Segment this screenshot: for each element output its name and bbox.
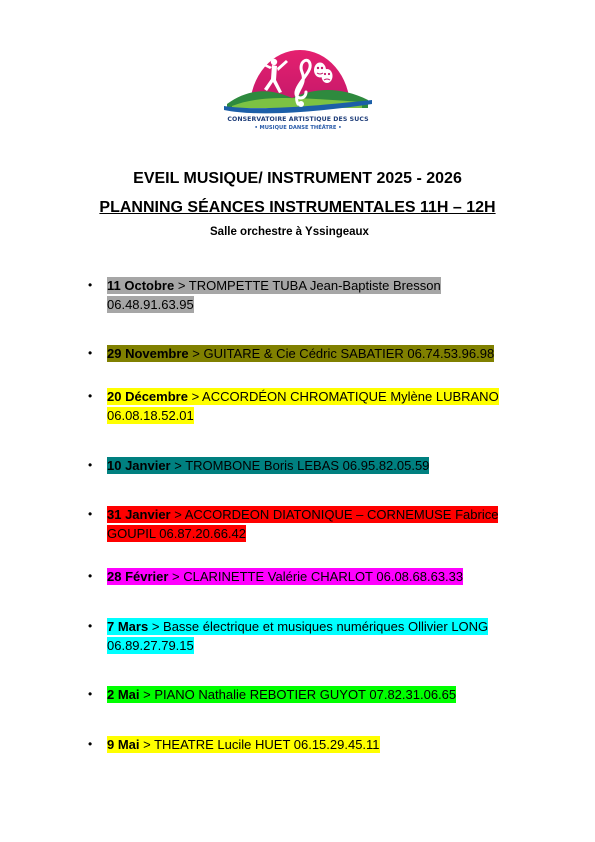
session-date: 29 Novembre: [107, 346, 189, 361]
session-highlight: [107, 568, 463, 585]
session-highlight: [107, 345, 494, 362]
bullet-icon: •: [88, 278, 93, 292]
bullet-icon: •: [88, 737, 93, 751]
session-date: 9 Mai: [107, 737, 140, 752]
session-highlight: [107, 277, 441, 313]
session-text: [107, 735, 528, 754]
bullet-icon: •: [88, 458, 93, 472]
subtitle-text: PLANNING SÉANCES INSTRUMENTALES 11H – 12H: [99, 199, 496, 216]
document-title: EVEIL MUSIQUE/ INSTRUMENT 2025 - 2026: [133, 170, 462, 187]
session-details: > TROMBONE Boris LEBAS 06.95.82.05.59: [170, 458, 430, 473]
session-highlight: [107, 506, 498, 542]
session-highlight: [107, 457, 429, 474]
session-date: 20 Décembre: [107, 389, 188, 404]
session-text: [107, 276, 528, 314]
session-details: > GUITARE & Cie Cédric SABATIER 06.74.53.96.98: [188, 346, 495, 361]
session-text: [107, 344, 528, 363]
room-location: Salle orchestre à Yssingeaux: [210, 226, 369, 238]
session-details: > TROMPETTE TUBA Jean-Baptiste Bresson 06.48.91.63.95: [107, 278, 441, 312]
session-date: 7 Mars: [107, 619, 149, 634]
logo-tagline: • MUSIQUE DANSE THÉÂTRE •: [254, 125, 342, 131]
session-date: 10 Janvier: [107, 458, 171, 473]
session-text: [107, 456, 528, 475]
session-text: [107, 685, 528, 704]
session-highlight: [107, 618, 488, 654]
bullet-icon: •: [88, 346, 93, 360]
document-subtitle: [0, 199, 595, 217]
session-highlight: [107, 686, 456, 703]
logo-title: CONSERVATOIRE ARTISTIQUE DES SUCS: [227, 116, 369, 123]
session-details: > Basse électrique et musiques numériques Ollivier LONG 06.89.27.79.15: [107, 619, 489, 653]
session-details: > ACCORDEON DIATONIQUE – CORNEMUSE Fabrice GOUPIL 06.87.20.66.42: [107, 507, 499, 541]
session-details: > THEATRE Lucile HUET 06.15.29.45.11: [139, 737, 380, 752]
bullet-icon: •: [88, 507, 93, 521]
session-date: 2 Mai: [107, 687, 140, 702]
bullet-icon: •: [88, 389, 93, 403]
session-date: 11 Octobre: [107, 278, 175, 293]
session-date: 31 Janvier: [107, 507, 171, 522]
session-date: 28 Février: [107, 569, 169, 584]
session-text: [107, 617, 528, 655]
session-text: [107, 505, 528, 543]
bullet-icon: •: [88, 619, 93, 633]
session-details: > ACCORDÉON CHROMATIQUE Mylène LUBRANO 06.08.18.52.01: [107, 389, 499, 423]
session-details: > PIANO Nathalie REBOTIER GUYOT 07.82.31.06.65: [139, 687, 457, 702]
session-details: > CLARINETTE Valérie CHARLOT 06.08.68.63.33: [168, 569, 464, 584]
session-text: [107, 387, 528, 425]
conservatoire-logo: [222, 42, 374, 138]
session-highlight: [107, 388, 499, 424]
bullet-icon: •: [88, 569, 93, 583]
bullet-icon: •: [88, 687, 93, 701]
session-highlight: [107, 736, 380, 753]
session-text: [107, 567, 528, 586]
